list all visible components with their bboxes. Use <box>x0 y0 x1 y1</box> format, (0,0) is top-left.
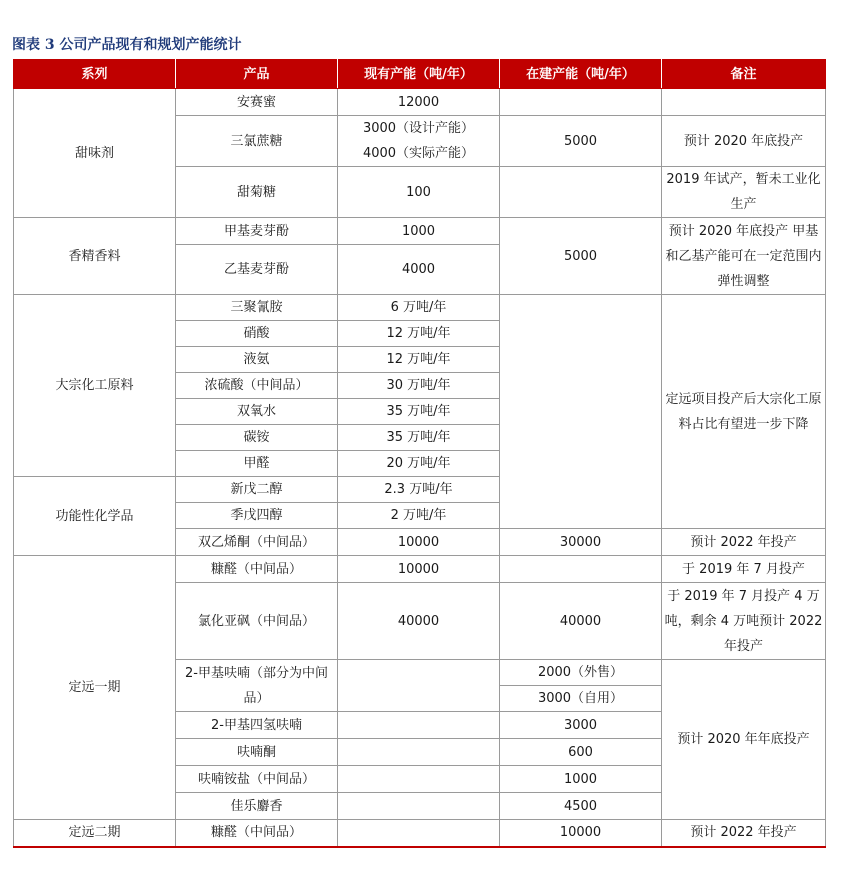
building-cell: 2000（外售） <box>500 660 662 686</box>
product-cell: 糠醛（中间品） <box>176 820 338 847</box>
product-cell: 双氧水 <box>176 399 338 425</box>
note-cell: 预计 2020 年底投产 甲基和乙基产能可在一定范围内弹性调整 <box>662 218 826 295</box>
capacity-cell: 12000 <box>338 89 500 116</box>
series-cell: 大宗化工原料 <box>14 295 176 477</box>
building-cell <box>500 89 662 116</box>
product-cell: 甲醛 <box>176 451 338 477</box>
capacity-cell: 35 万吨/年 <box>338 399 500 425</box>
building-cell: 600 <box>500 739 662 766</box>
product-cell: 碳铵 <box>176 425 338 451</box>
product-cell: 呋喃酮 <box>176 739 338 766</box>
product-cell: 2-甲基四氢呋喃 <box>176 712 338 739</box>
capacity-cell: 40000 <box>338 583 500 660</box>
table-row <box>14 218 826 245</box>
note-cell: 于 2019 年 7 月投产 4 万吨，剩余 4 万吨预计 2022 年投产 <box>662 583 826 660</box>
capacity-cell: 12 万吨/年 <box>338 347 500 373</box>
capacity-cell <box>338 739 500 766</box>
table-row <box>14 820 826 847</box>
building-cell <box>500 295 662 529</box>
note-cell: 定远项目投产后大宗化工原料占比有望进一步下降 <box>662 295 826 529</box>
building-cell <box>500 167 662 218</box>
table-row <box>14 295 826 321</box>
table-row <box>14 89 826 116</box>
capacity-cell: 4000 <box>338 245 500 295</box>
product-cell: 2-甲基呋喃（部分为中间品） <box>176 660 338 712</box>
product-cell: 糠醛（中间品） <box>176 556 338 583</box>
building-cell: 3000 <box>500 712 662 739</box>
product-cell: 安赛蜜 <box>176 89 338 116</box>
product-cell: 甲基麦芽酚 <box>176 218 338 245</box>
product-cell: 液氨 <box>176 347 338 373</box>
capacity-table <box>13 59 826 848</box>
header-building-capacity: 在建产能（吨/年） <box>500 60 662 89</box>
capacity-cell: 35 万吨/年 <box>338 425 500 451</box>
building-cell: 5000 <box>500 116 662 167</box>
product-cell: 呋喃铵盐（中间品） <box>176 766 338 793</box>
note-cell: 预计 2020 年年底投产 <box>662 660 826 820</box>
product-cell: 乙基麦芽酚 <box>176 245 338 295</box>
product-cell: 双乙烯酮（中间品） <box>176 529 338 556</box>
capacity-cell <box>338 116 500 167</box>
header-row <box>14 60 826 89</box>
table-title: 图表 3 公司产品现有和规划产能统计 <box>12 37 242 53</box>
building-cell: 10000 <box>500 820 662 847</box>
series-cell: 甜味剂 <box>14 89 176 218</box>
capacity-cell <box>338 793 500 820</box>
capacity-cell: 10000 <box>338 556 500 583</box>
building-cell: 4500 <box>500 793 662 820</box>
note-cell: 于 2019 年 7 月投产 <box>662 556 826 583</box>
product-cell: 佳乐麝香 <box>176 793 338 820</box>
note-cell <box>662 89 826 116</box>
header-note: 备注 <box>662 60 826 89</box>
series-cell: 香精香料 <box>14 218 176 295</box>
capacity-cell: 100 <box>338 167 500 218</box>
series-cell: 定远一期 <box>14 556 176 820</box>
capacity-cell: 20 万吨/年 <box>338 451 500 477</box>
building-cell: 1000 <box>500 766 662 793</box>
capacity-cell <box>338 660 500 712</box>
header-current-capacity: 现有产能（吨/年） <box>338 60 500 89</box>
product-cell: 氯化亚砜（中间品） <box>176 583 338 660</box>
capacity-cell <box>338 820 500 847</box>
building-cell: 3000（自用） <box>500 686 662 712</box>
note-cell: 预计 2022 年投产 <box>662 820 826 847</box>
table-row <box>14 556 826 583</box>
product-cell: 硝酸 <box>176 321 338 347</box>
capacity-cell <box>338 712 500 739</box>
header-product: 产品 <box>176 60 338 89</box>
building-cell: 30000 <box>500 529 662 556</box>
capacity-cell: 30 万吨/年 <box>338 373 500 399</box>
capacity-cell: 1000 <box>338 218 500 245</box>
capacity-cell: 10000 <box>338 529 500 556</box>
capacity-cell <box>338 766 500 793</box>
note-cell: 预计 2022 年投产 <box>662 529 826 556</box>
capacity-cell: 2 万吨/年 <box>338 503 500 529</box>
product-cell: 季戊四醇 <box>176 503 338 529</box>
capacity-cell: 2.3 万吨/年 <box>338 477 500 503</box>
header-series: 系列 <box>14 60 176 89</box>
series-cell: 功能性化学品 <box>14 477 176 556</box>
product-cell: 新戊二醇 <box>176 477 338 503</box>
note-cell: 2019 年试产，暂未工业化生产 <box>662 167 826 218</box>
product-cell: 三氯蔗糖 <box>176 116 338 167</box>
product-cell: 三聚氰胺 <box>176 295 338 321</box>
note-cell: 预计 2020 年底投产 <box>662 116 826 167</box>
capacity-line: 3000（设计产能） <box>362 121 475 136</box>
capacity-cell: 12 万吨/年 <box>338 321 500 347</box>
capacity-cell: 6 万吨/年 <box>338 295 500 321</box>
product-cell: 甜菊糖 <box>176 167 338 218</box>
product-cell: 浓硫酸（中间品） <box>176 373 338 399</box>
series-cell: 定远二期 <box>14 820 176 847</box>
building-cell: 40000 <box>500 583 662 660</box>
capacity-line: 4000（实际产能） <box>362 146 475 161</box>
building-cell <box>500 556 662 583</box>
building-cell: 5000 <box>500 218 662 295</box>
